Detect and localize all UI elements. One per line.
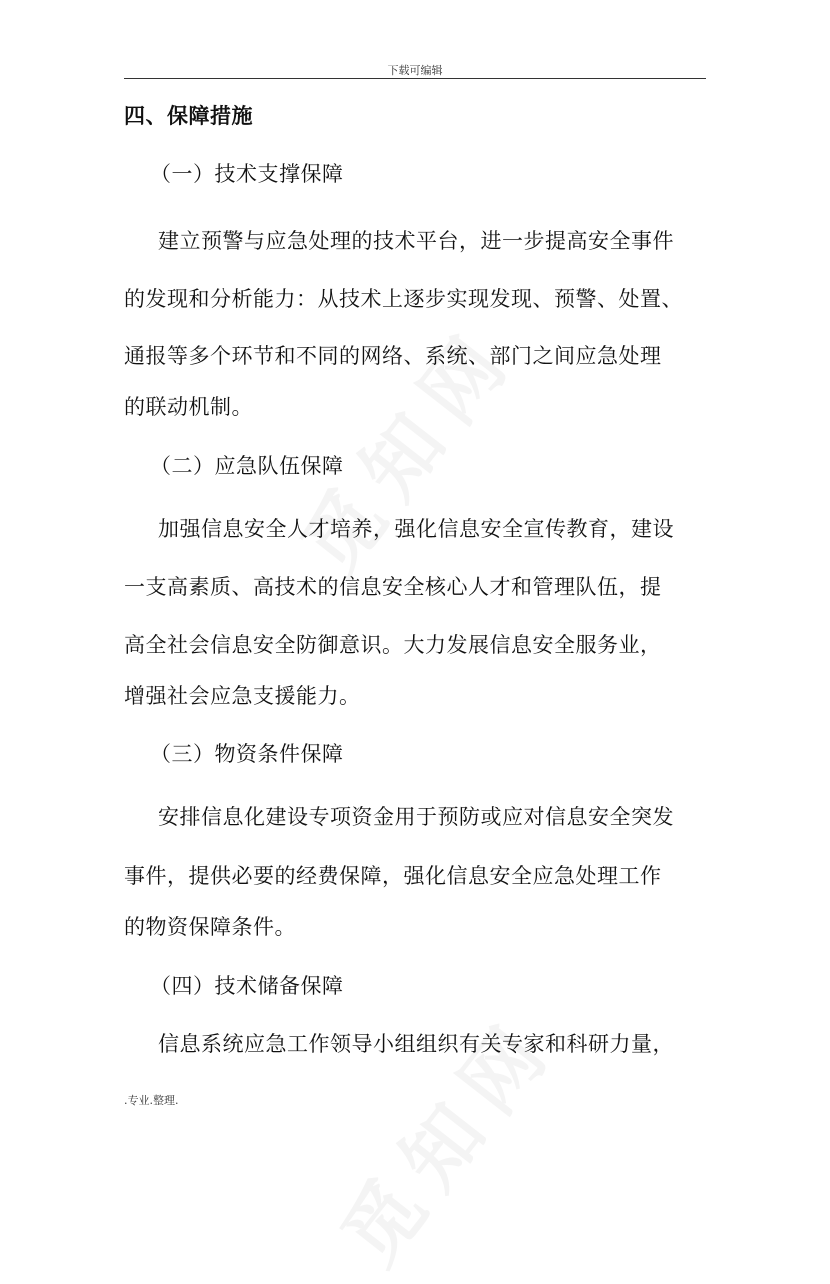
paragraph-line: 加强信息安全人才培养，强化信息安全宣传教育，建设: [158, 517, 674, 541]
paragraph-line: 高全社会信息安全防御意识。大力发展信息安全服务业，: [124, 633, 662, 657]
paragraph-line: 事件，提供必要的经费保障，强化信息安全应急处理工作: [124, 864, 662, 888]
subsection-heading: （四）技术储备保障: [150, 974, 344, 998]
paragraph-line: 的联动机制。: [124, 395, 253, 419]
paragraph-line: 信息系统应急工作领导小组组织有关专家和科研力量，: [158, 1032, 674, 1056]
paragraph-line: 的物资保障条件。: [124, 915, 296, 939]
page-footer: .专业.整理.: [124, 1094, 179, 1107]
paragraph-line: 的发现和分析能力：从技术上逐步实现发现、预警、处置、: [124, 287, 683, 311]
subsection-heading: （一）技术支撑保障: [150, 162, 344, 186]
header-divider: [124, 78, 706, 79]
paragraph-line: 增强社会应急支援能力。: [124, 684, 361, 708]
paragraph-line: 建立预警与应急处理的技术平台，进一步提高安全事件: [158, 229, 674, 253]
page-header: 下载可编辑: [387, 64, 443, 77]
paragraph-line: 安排信息化建设专项资金用于预防或应对信息安全突发: [158, 805, 674, 829]
section-title: 四、保障措施: [124, 104, 253, 128]
subsection-heading: （二）应急队伍保障: [150, 454, 344, 478]
paragraph-line: 一支高素质、高技术的信息安全核心人才和管理队伍，提: [124, 575, 662, 599]
paragraph-line: 通报等多个环节和不同的网络、系统、部门之间应急处理: [124, 344, 662, 368]
subsection-heading: （三）物资条件保障: [150, 742, 344, 766]
